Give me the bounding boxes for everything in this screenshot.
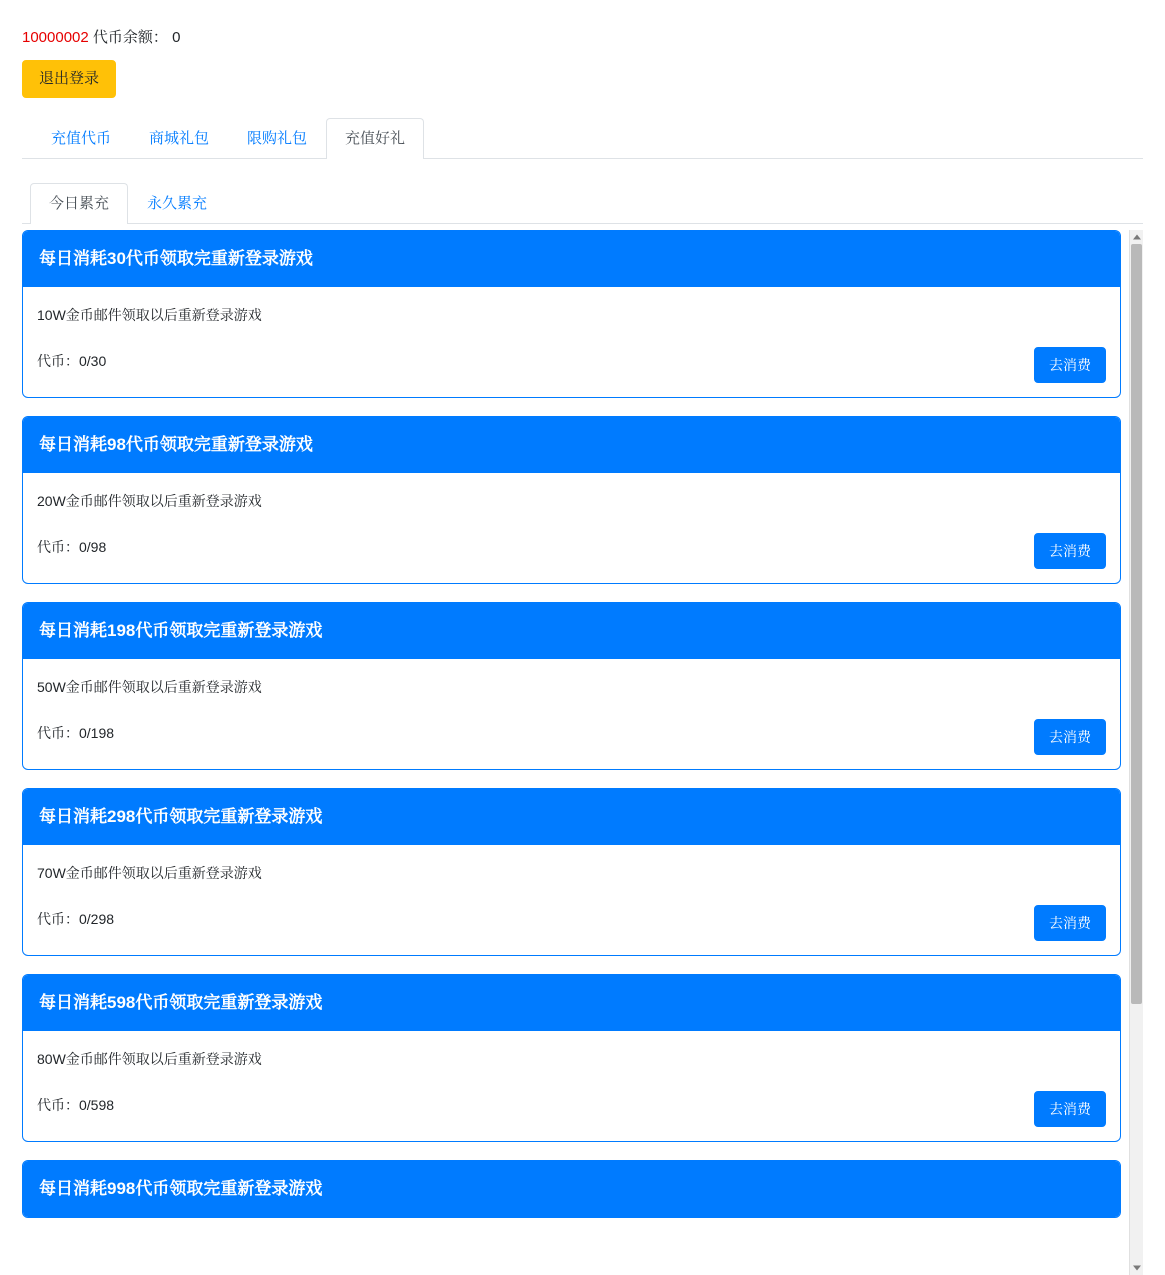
reward-list-scroll-area[interactable] (22, 230, 1143, 1275)
vertical-scrollbar[interactable] (1129, 230, 1143, 1275)
reward-card (22, 602, 1121, 770)
balance-label: 代币余额： (92, 29, 168, 46)
scroll-down-arrow-icon[interactable] (1130, 1261, 1143, 1275)
reward-card (22, 416, 1121, 584)
reward-card-description: 20W金币邮件领取以后重新登录游戏 (37, 493, 262, 509)
reward-card-title: 每日消耗30代币领取完重新登录游戏 (23, 231, 1120, 287)
logout-button[interactable]: 退出登录 (22, 60, 116, 98)
reward-card-progress: 代币：0/598 (37, 1097, 115, 1113)
go-consume-button[interactable]: 去消费 (1034, 905, 1106, 941)
reward-card-progress: 代币：0/30 (37, 353, 107, 369)
main-tab-bar (22, 118, 1143, 159)
reward-card-title: 每日消耗298代币领取完重新登录游戏 (23, 789, 1120, 845)
reward-card-progress: 代币：0/98 (37, 539, 107, 555)
tab-recharge-rewards[interactable]: 充值好礼 (326, 118, 424, 159)
reward-card-body (23, 473, 1120, 583)
reward-card-description: 80W金币邮件领取以后重新登录游戏 (37, 1051, 262, 1067)
reward-card-progress: 代币：0/298 (37, 911, 115, 927)
reward-card (22, 1160, 1121, 1218)
go-consume-button[interactable]: 去消费 (1034, 719, 1106, 755)
balance-value: 0 (172, 29, 181, 46)
reward-card (22, 788, 1121, 956)
tab-recharge-tokens[interactable]: 充值代币 (51, 130, 112, 147)
reward-card-description: 70W金币邮件领取以后重新登录游戏 (37, 865, 262, 881)
subtab-permanent-total[interactable]: 永久累充 (147, 195, 208, 212)
tab-limited-gift[interactable]: 限购礼包 (247, 130, 308, 147)
reward-card-body (23, 287, 1120, 397)
reward-card-progress: 代币：0/198 (37, 725, 115, 741)
subtab-today-total[interactable]: 今日累充 (30, 183, 128, 224)
reward-card-description: 50W金币邮件领取以后重新登录游戏 (37, 679, 262, 695)
reward-card-body (23, 845, 1120, 955)
reward-card-title: 每日消耗198代币领取完重新登录游戏 (23, 603, 1120, 659)
reward-card-description: 10W金币邮件领取以后重新登录游戏 (37, 307, 262, 323)
scroll-up-arrow-icon[interactable] (1130, 230, 1143, 244)
account-summary (22, 28, 1143, 48)
go-consume-button[interactable]: 去消费 (1034, 1091, 1106, 1127)
reward-card-title: 每日消耗598代币领取完重新登录游戏 (23, 975, 1120, 1031)
go-consume-button[interactable]: 去消费 (1034, 347, 1106, 383)
sub-tab-bar (22, 183, 1143, 224)
reward-card-body (23, 1031, 1120, 1141)
reward-card-body (23, 659, 1120, 769)
tab-mall-gift[interactable]: 商城礼包 (149, 130, 210, 147)
account-id: 10000002 (22, 29, 89, 46)
reward-card (22, 230, 1121, 398)
reward-card-title: 每日消耗98代币领取完重新登录游戏 (23, 417, 1120, 473)
go-consume-button[interactable]: 去消费 (1034, 533, 1106, 569)
reward-card-title: 每日消耗998代币领取完重新登录游戏 (23, 1161, 1120, 1217)
reward-card (22, 974, 1121, 1142)
scrollbar-thumb[interactable] (1131, 244, 1142, 1004)
